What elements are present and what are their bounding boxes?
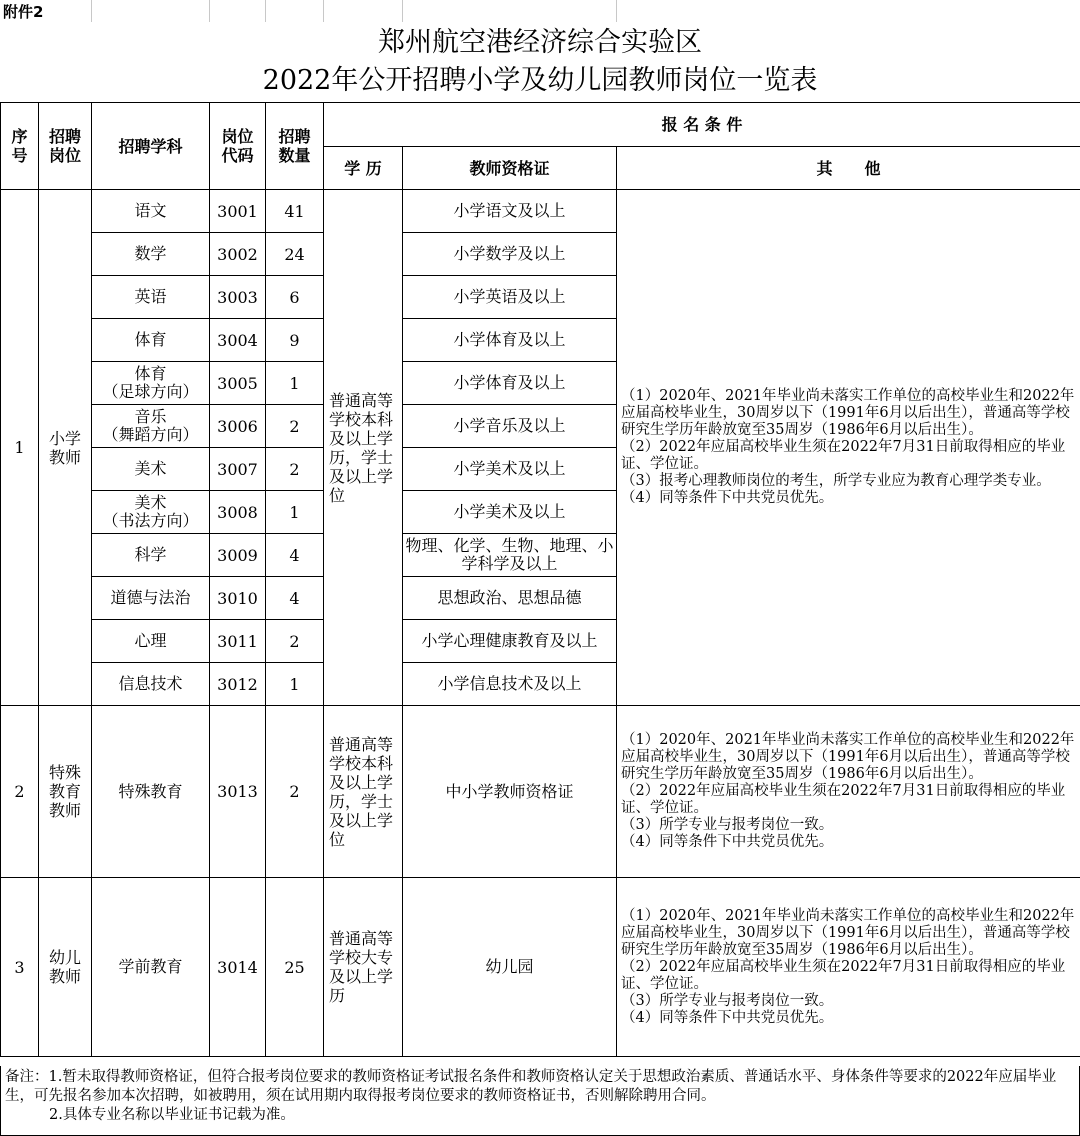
cell-count: 4	[266, 534, 324, 577]
table-row	[1, 878, 1080, 1057]
cell-subject: 心理	[92, 620, 210, 663]
cell-code: 3007	[210, 448, 266, 491]
cell-subject: 语文	[92, 190, 210, 233]
cell-certificate: 思想政治、思想品德	[403, 577, 617, 620]
cell-code: 3014	[210, 878, 266, 1057]
title-line-1: 郑州航空港经济综合实验区	[378, 27, 702, 58]
cell-code: 3006	[210, 405, 266, 448]
cell-subject: 学前教育	[92, 878, 210, 1057]
header-code: 岗位代码	[210, 103, 266, 190]
cell-other-conditions: （1）2020年、2021年毕业尚未落实工作单位的高校毕业生和2022年应届高校毕业生，30周岁以下（1991年6月以后出生），普通高等学校研究生学历年龄放宽至35周岁（1986年6月以后出生）。 （2）2022年应届高校毕业生须在2022年7月31日前取得相应的毕业证、学位证。 （3）所学专业与报考岗位一致。 （4）同等条件下中共党员优先。	[617, 706, 1080, 878]
cell-subject: 科学	[92, 534, 210, 577]
table-row	[1, 706, 1080, 878]
cell-count: 4	[266, 577, 324, 620]
header-requirements: 报 名 条 件	[324, 103, 1080, 147]
cell-certificate: 小学体育及以上	[403, 319, 617, 362]
cell-certificate: 小学数学及以上	[403, 233, 617, 276]
cell-subject: 体育 （足球方向）	[92, 362, 210, 405]
cell-count: 6	[266, 276, 324, 319]
header-position: 招聘岗位	[39, 103, 92, 190]
cell-certificate: 小学体育及以上	[403, 362, 617, 405]
cell-code: 3004	[210, 319, 266, 362]
cell-count: 2	[266, 405, 324, 448]
cell-certificate: 小学心理健康教育及以上	[403, 620, 617, 663]
cell-seq: 1	[1, 190, 39, 706]
cell-subject: 美术 （书法方向）	[92, 491, 210, 534]
cell-count: 9	[266, 319, 324, 362]
cell-seq: 3	[1, 878, 39, 1057]
cell-code: 3013	[210, 706, 266, 878]
header-certificate: 教师资格证	[403, 147, 617, 190]
cell-count: 25	[266, 878, 324, 1057]
cell-count: 2	[266, 620, 324, 663]
header-education: 学 历	[324, 147, 403, 190]
cell-other-conditions: （1）2020年、2021年毕业尚未落实工作单位的高校毕业生和2022年应届高校毕业生，30周岁以下（1991年6月以后出生），普通高等学校研究生学历年龄放宽至35周岁（1986年6月以后出生）。 （2）2022年应届高校毕业生须在2022年7月31日前取得相应的毕业证、学位证。 （3）报考心理教师岗位的考生，所学专业应为教育心理学类专业。 （4）同等条件下中共党员优先。	[617, 190, 1080, 706]
cell-count: 1	[266, 663, 324, 706]
cell-code: 3009	[210, 534, 266, 577]
cell-subject: 信息技术	[92, 663, 210, 706]
cell-count: 41	[266, 190, 324, 233]
cell-subject: 美术	[92, 448, 210, 491]
cell-seq: 2	[1, 706, 39, 878]
recruitment-table	[0, 102, 1080, 1057]
cell-certificate: 中小学教师资格证	[403, 706, 617, 878]
cell-education: 普通高等学校本科及以上学历，学士及以上学位	[324, 190, 403, 706]
cell-code: 3001	[210, 190, 266, 233]
cell-count: 1	[266, 491, 324, 534]
cell-certificate: 小学语文及以上	[403, 190, 617, 233]
header-subject: 招聘学科	[92, 103, 210, 190]
cell-code: 3005	[210, 362, 266, 405]
title-line-2: 2022年公开招聘小学及幼儿园教师岗位一览表	[262, 65, 818, 96]
cell-certificate: 小学美术及以上	[403, 448, 617, 491]
cell-certificate: 幼儿园	[403, 878, 617, 1057]
cell-position: 特殊教育教师	[39, 706, 92, 878]
cell-count: 1	[266, 362, 324, 405]
cell-subject: 音乐 （舞蹈方向）	[92, 405, 210, 448]
cell-certificate: 物理、化学、生物、地理、小学科学及以上	[403, 534, 617, 577]
table-row	[1, 190, 1080, 233]
header-strip	[0, 0, 1080, 22]
remarks	[0, 1066, 1080, 1136]
header-seq: 序号	[1, 103, 39, 190]
header-count: 招聘数量	[266, 103, 324, 190]
cell-count: 2	[266, 448, 324, 491]
cell-subject: 数学	[92, 233, 210, 276]
cell-count: 24	[266, 233, 324, 276]
cell-code: 3010	[210, 577, 266, 620]
cell-subject: 英语	[92, 276, 210, 319]
remark-line-1: 备注：1.暂未取得教师资格证，但符合报考岗位要求的教师资格证考试报名条件和教师资格认定关于思想政治素质、普通话水平、身体条件等要求的2022年应届毕业生，可先报名参加本次招聘，如被聘用，须在试用期内取得报考岗位要求的教师资格证书，否则解除聘用合同。	[5, 1069, 1057, 1104]
cell-subject: 道德与法治	[92, 577, 210, 620]
attachment-label: 附件2	[3, 3, 44, 21]
cell-position: 幼儿教师	[39, 878, 92, 1057]
cell-count: 2	[266, 706, 324, 878]
cell-education: 普通高等学校本科及以上学历，学士及以上学位	[324, 706, 403, 878]
remark-line-2: 2.具体专业名称以毕业证书记载为准。	[49, 1107, 295, 1123]
cell-certificate: 小学英语及以上	[403, 276, 617, 319]
cell-position: 小学教师	[39, 190, 92, 706]
cell-code: 3011	[210, 620, 266, 663]
cell-subject: 特殊教育	[92, 706, 210, 878]
cell-certificate: 小学音乐及以上	[403, 405, 617, 448]
cell-code: 3012	[210, 663, 266, 706]
cell-education: 普通高等学校大专及以上学历	[324, 878, 403, 1057]
cell-code: 3008	[210, 491, 266, 534]
cell-certificate: 小学信息技术及以上	[403, 663, 617, 706]
table-title	[0, 22, 1080, 102]
cell-subject: 体育	[92, 319, 210, 362]
cell-other-conditions: （1）2020年、2021年毕业尚未落实工作单位的高校毕业生和2022年应届高校毕业生，30周岁以下（1991年6月以后出生），普通高等学校研究生学历年龄放宽至35周岁（1986年6月以后出生）。 （2）2022年应届高校毕业生须在2022年7月31日前取得相应的毕业证、学位证。 （3）所学专业与报考岗位一致。 （4）同等条件下中共党员优先。	[617, 878, 1080, 1057]
cell-code: 3003	[210, 276, 266, 319]
header-other: 其 他	[617, 147, 1080, 190]
cell-code: 3002	[210, 233, 266, 276]
cell-certificate: 小学美术及以上	[403, 491, 617, 534]
